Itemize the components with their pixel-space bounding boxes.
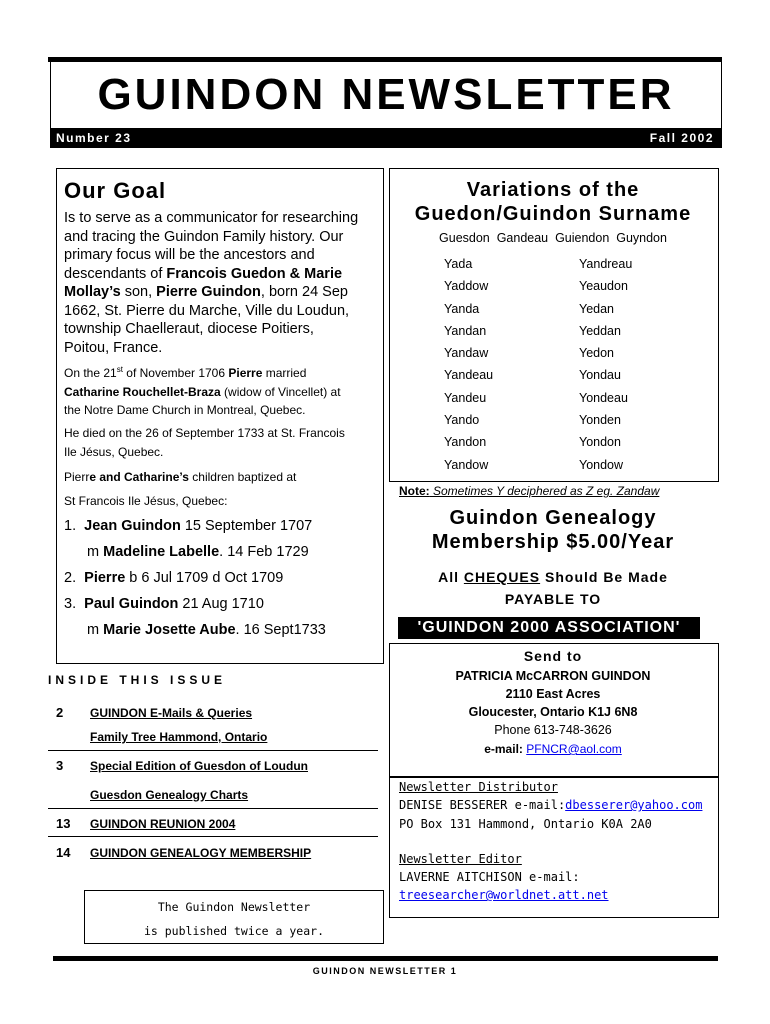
text-span: descendants of (64, 265, 167, 282)
distributor-label: Newsletter Distributor (399, 780, 558, 794)
goal-intro-line (64, 283, 358, 302)
child-name: Paul Guindon (84, 596, 179, 612)
toc-entry[interactable]: Guesdon Genealogy Charts (90, 788, 249, 802)
variation: Yonden (579, 413, 621, 428)
text-bold: Mollay’s (64, 284, 121, 300)
children-intro-place: St Francois Ile Jésus, Quebec: (64, 494, 228, 508)
variation: Yondau (579, 368, 621, 383)
variations-left-column (444, 253, 493, 476)
child-detail: 21 Aug 1710 (178, 596, 264, 612)
child-number: 3. (64, 596, 77, 612)
marriage-line: the Notre Dame Church in Montreal, Quebec. (64, 403, 306, 417)
text-bold: Pierre (228, 366, 263, 380)
note-text: Sometimes Y deciphered as Z eg. Zandaw (429, 484, 660, 498)
heading-line: Guedon/Guindon Surname (414, 203, 692, 225)
marriage-line (64, 383, 341, 402)
recipient-email-line (389, 742, 717, 756)
our-goal-heading: Our Goal (64, 178, 167, 203)
text-span: , born 24 Sep (260, 284, 348, 300)
death-paragraph (64, 424, 345, 461)
email-label: e-mail: (484, 742, 527, 756)
association-banner: 'GUINDON 2000 ASSOCIATION' (398, 617, 700, 639)
masthead-info-bar (50, 128, 722, 148)
editor-email-link[interactable]: treesearcher@worldnet.att.net (399, 888, 609, 902)
payable-line: PAYABLE TO (504, 591, 602, 607)
distributor-address: PO Box 131 Hammond, Ontario K0A 2A0 (399, 817, 652, 831)
goal-intro-line: Poitou, France. (64, 339, 163, 356)
newsletter-title: GUINDON NEWSLETTER (97, 70, 675, 119)
child-number: 2. (64, 570, 77, 586)
issue-number: Number 23 (56, 131, 132, 145)
distributor-name: DENISE BESSERER e-mail: (399, 798, 566, 812)
distributor-email-link[interactable]: dbesserer@yahoo.com (565, 798, 703, 812)
variation: Yeddan (579, 323, 621, 338)
publication-line: The Guindon Newsletter (157, 900, 311, 914)
variation: Yedan (579, 301, 614, 316)
recipient-street: 2110 East Acres (505, 687, 601, 701)
toc-page: 14 (56, 845, 71, 860)
text-bold: Francois Guedon & Marie (166, 265, 343, 282)
marriage-paragraph (64, 361, 341, 420)
variation: Yondow (579, 457, 624, 472)
variations-top-row: Guesdon Gandeau Guiendon Guyndon (439, 231, 667, 245)
marriage-date: . 14 Feb 1729 (219, 544, 309, 560)
publication-line: is published twice a year. (143, 924, 324, 938)
child-detail: b 6 Jul 1709 d Oct 1709 (125, 570, 284, 586)
variation: Yaddow (444, 279, 489, 294)
variation: Yandeau (444, 368, 494, 383)
footer-rule (53, 956, 718, 961)
child-marriage (87, 622, 326, 638)
heading-line: Membership $5.00/Year (431, 531, 675, 553)
heading-line: Variations of the (466, 179, 640, 201)
children-intro (64, 468, 296, 487)
child-item (64, 518, 312, 534)
death-line: He died on the 26 of September 1733 at St. Francois (64, 426, 345, 440)
spouse-name: Marie Josette Aube (103, 622, 236, 638)
text-span: son, (120, 284, 157, 300)
text-span: children baptized at (188, 470, 297, 484)
variation: Yandreau (579, 257, 633, 271)
editor-name: LAVERNE AITCHISON e-mail: (399, 870, 580, 884)
text-span: of November 1706 (122, 366, 229, 380)
variation: Yandow (444, 457, 489, 472)
child-marriage (87, 544, 309, 560)
issue-season: Fall 2002 (649, 131, 714, 145)
variations-right-column (579, 253, 632, 476)
toc-divider (48, 808, 378, 809)
cheques-line (389, 566, 717, 588)
email-link[interactable]: PFNCR@aol.com (526, 742, 622, 756)
toc-entry[interactable]: GUINDON E-Mails & Queries (90, 706, 253, 720)
goal-intro-line: Is to serve as a communicator for researching (64, 210, 359, 226)
toc-entry[interactable]: Special Edition of Guesdon of Loudun (90, 759, 308, 773)
membership-heading (389, 506, 717, 554)
cheques-instruction (389, 566, 717, 610)
goal-intro-line: 1662, St. Pierre du Marche, Ville du Loudun, (64, 302, 350, 319)
editor-label: Newsletter Editor (399, 852, 522, 866)
marriage-line (64, 361, 341, 383)
goal-intro-line: primary focus will be the ancestors and (64, 247, 315, 263)
text-bold: Catharine Rouchellet-Braza (64, 384, 221, 399)
recipient-phone: Phone 613-748-3626 (494, 723, 612, 737)
child-number: 1. (64, 518, 77, 534)
send-to-heading: Send to (523, 648, 583, 664)
marriage-prefix: m (87, 622, 104, 638)
note-label: Note: (399, 484, 430, 498)
variation: Yandon (444, 435, 487, 450)
publication-note-box (84, 890, 384, 944)
text-span: All (438, 569, 464, 585)
toc-page: 13 (56, 816, 71, 831)
text-span: On the 21 (64, 366, 117, 380)
text-span: married (262, 366, 307, 380)
variation: Yanda (444, 301, 480, 316)
marriage-prefix: m (87, 544, 104, 560)
variation: Yedon (579, 346, 614, 361)
text-underline: CHEQUES (463, 569, 541, 585)
variation: Yondon (579, 435, 621, 450)
variation: Yada (444, 257, 473, 271)
heading-line: Guindon Genealogy (449, 507, 657, 529)
text-bold: e and Catharine’s (89, 470, 189, 484)
toc-entry[interactable]: GUINDON GENEALOGY MEMBERSHIP (90, 846, 312, 860)
goal-intro-line: and tracing the Guindon Family history. Our (64, 228, 344, 245)
recipient-city: Gloucester, Ontario K1J 6N8 (468, 705, 638, 719)
text-span: Pierr (64, 470, 90, 484)
inside-issue-heading: INSIDE THIS ISSUE (48, 673, 227, 687)
variation: Yeaudon (579, 279, 628, 294)
toc-divider (48, 836, 378, 837)
superscript: st (116, 365, 123, 374)
toc-entry[interactable]: Family Tree Hammond, Ontario (90, 730, 268, 744)
child-name: Pierre (84, 570, 126, 586)
variation: Yandaw (444, 346, 489, 361)
variation: Yando (444, 413, 480, 428)
goal-intro-line: township Chaelleraut, diocese Poitiers, (64, 321, 314, 337)
text-bold: Pierre Guindon (156, 284, 261, 300)
variation: Yandan (444, 323, 487, 338)
text-span: (widow of Vincellet) at (220, 384, 341, 399)
child-detail: 15 September 1707 (180, 518, 313, 534)
recipient-name: PATRICIA McCARRON GUINDON (455, 669, 651, 683)
goal-intro-line (64, 265, 358, 284)
goal-intro (64, 209, 358, 357)
toc-entry[interactable]: GUINDON REUNION 2004 (90, 817, 236, 831)
variations-note (399, 484, 659, 498)
toc-page: 2 (56, 705, 64, 720)
footer-text: GUINDON NEWSLETTER 1 (312, 966, 458, 976)
toc-page: 3 (56, 758, 64, 773)
toc-divider (48, 750, 378, 751)
child-name: Jean Guindon (84, 518, 181, 534)
variation: Yondeau (579, 390, 628, 405)
variation: Yandeu (444, 390, 487, 405)
marriage-date: . 16 Sept1733 (235, 622, 326, 638)
spouse-name: Madeline Labelle (103, 544, 220, 560)
child-item (64, 570, 283, 586)
child-item (64, 596, 264, 612)
distributor-line (399, 798, 702, 812)
variations-heading (389, 178, 717, 226)
text-span: Should Be Made (540, 569, 668, 585)
death-line: Ile Jésus, Quebec. (64, 444, 164, 459)
